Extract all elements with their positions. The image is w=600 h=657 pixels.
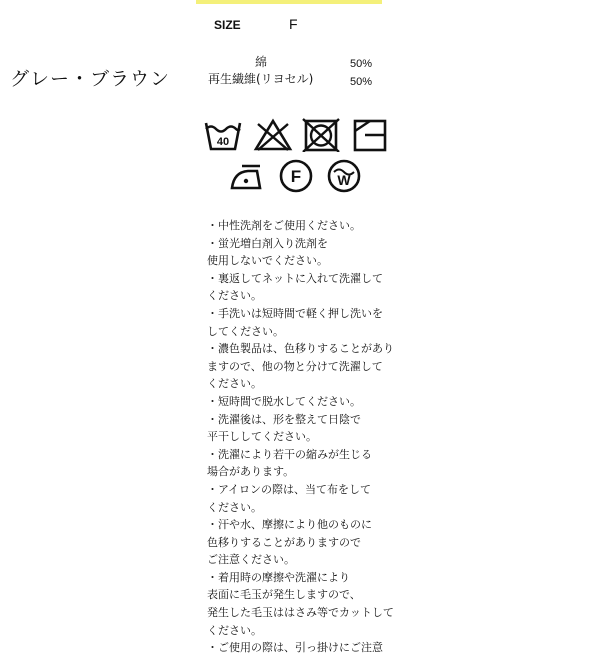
care-note-line: 表面に毛玉が発生しますので、 (207, 588, 361, 602)
care-note-line: ください。 (207, 500, 262, 514)
iron-low-icon (226, 160, 268, 192)
care-note-line: 発生した毛玉ははさみ等でカットして (207, 606, 394, 620)
flat-dry-shade-icon (350, 118, 390, 152)
wash-tub-40-icon (203, 118, 243, 152)
material-name-2: 再生繊維(リヨセル) (208, 72, 314, 86)
care-note-line: してください。 (207, 324, 284, 338)
care-note-line: ・短時間で脱水してください。 (207, 394, 361, 408)
care-note-line: 平干ししてください。 (207, 430, 317, 444)
care-note-line: ・中性洗剤をご使用ください。 (207, 219, 361, 232)
svg-text:40: 40 (216, 136, 230, 148)
no-tumble-dry-icon (301, 118, 341, 152)
care-note-line: ・ご使用の際は、引っ掛けにご注意 (207, 641, 383, 655)
svg-text:F: F (290, 167, 302, 186)
top-accent-strip (196, 0, 382, 4)
wet-clean-w-icon (326, 158, 362, 194)
care-note-line: ・汗や水、摩擦により他のものに (207, 518, 372, 532)
care-note-line: ・裏返してネットに入れて洗濯して (207, 271, 383, 285)
material-name-1: 綿 (255, 55, 268, 69)
care-note-line: ください。 (207, 623, 262, 637)
care-note-line: ・洗濯により若干の縮みが生じる (207, 447, 372, 461)
care-note-line: ・手洗いは短時間で軽く押し洗いを (207, 306, 383, 320)
care-note-line: ください。 (207, 289, 262, 303)
material-percent-2: 50% (350, 76, 373, 88)
size-value: F (289, 16, 298, 32)
material-percent-1: 50% (350, 58, 373, 70)
care-note-line: ください。 (207, 377, 262, 391)
care-notes (207, 217, 407, 657)
care-note-line: 色移りすることがありますので (207, 535, 361, 549)
size-label: SIZE (214, 18, 241, 32)
care-note-line: ・アイロンの際は、当て布をして (207, 482, 372, 496)
care-note-line: ・洗濯後は、形を整えて日陰で (207, 412, 361, 426)
care-note-line: ・蛍光増白剤入り洗剤を (207, 236, 328, 250)
color-name: グレー・ブラウン (10, 68, 171, 90)
care-note-line: ・濃色製品は、色移りすることがあり (207, 342, 394, 356)
care-note-line: 使用しないでください。 (207, 254, 328, 268)
svg-text:W: W (337, 172, 351, 188)
no-bleach-icon (253, 118, 293, 152)
dry-clean-f-icon (278, 158, 314, 194)
care-note-line: 場合があります。 (207, 465, 295, 479)
care-note-line: ご注意ください。 (207, 553, 295, 567)
care-note-line: ・着用時の摩擦や洗濯により (207, 570, 350, 584)
care-note-line: ますので、他の物と分けて洗濯して (207, 359, 383, 373)
